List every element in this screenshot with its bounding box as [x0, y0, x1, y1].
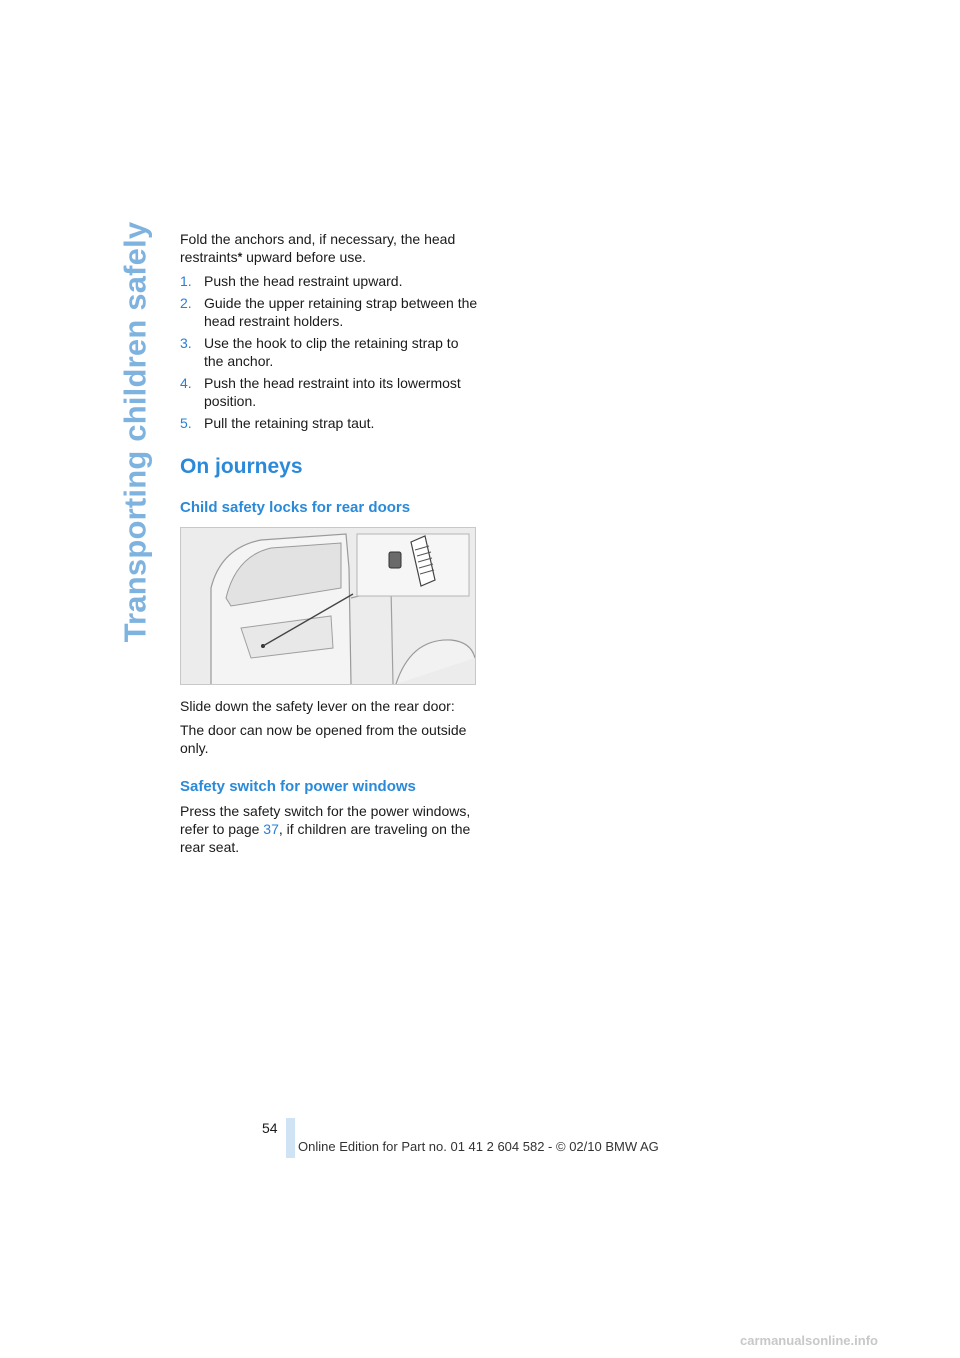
step-text: Pull the retaining strap taut. [204, 415, 375, 431]
safety-switch-text: Press the safety switch for the power windows, refer to page [180, 803, 471, 837]
footer-accent-bar [286, 1118, 295, 1158]
side-chapter-title-text: Transporting children safely [117, 221, 153, 643]
step-number: 1. [180, 273, 192, 289]
intro-paragraph [180, 230, 480, 266]
step-number: 3. [180, 335, 192, 351]
step-number: 5. [180, 415, 192, 431]
footer-edition-text: Online Edition for Part no. 01 41 2 604 582 - © 02/10 BMW AG [298, 1139, 659, 1154]
list-item [180, 334, 480, 370]
child-locks-para-1: Slide down the safety lever on the rear door: [180, 698, 455, 714]
page-reference-link[interactable]: 37 [263, 821, 279, 837]
intro-text-end: upward before use. [242, 249, 366, 265]
optional-equipment-star: * [237, 250, 243, 264]
step-text: Guide the upper retaining strap between the head restraint holders. [204, 295, 478, 329]
page-number: 54 [262, 1120, 278, 1136]
list-item [180, 374, 480, 410]
child-lock-illustration [180, 527, 476, 685]
child-locks-para-2: The door can now be opened from the outside only. [180, 722, 467, 756]
safety-switch-heading: Safety switch for power windows [180, 778, 416, 795]
step-number: 2. [180, 295, 192, 311]
intro-text: Fold the anchors and, if necessary, the head restraints [180, 231, 456, 265]
rear-door-drawing [181, 528, 475, 684]
step-text: Push the head restraint upward. [204, 273, 403, 289]
list-item [180, 414, 480, 432]
step-text: Use the hook to clip the retaining strap to the anchor. [204, 335, 459, 369]
safety-switch-text-end: , if children are traveling on the rear seat. [180, 821, 471, 855]
main-content [180, 230, 480, 862]
site-watermark: carmanualsonline.info [740, 1333, 878, 1348]
side-chapter-title [112, 221, 158, 643]
safety-switch-paragraph [180, 802, 480, 856]
steps-list [180, 272, 480, 432]
step-text: Push the head restraint into its lowermost position. [204, 375, 461, 409]
section-title: On journeys [180, 455, 303, 478]
child-locks-heading: Child safety locks for rear doors [180, 499, 411, 516]
list-item [180, 294, 480, 330]
step-number: 4. [180, 375, 192, 391]
list-item [180, 272, 480, 290]
